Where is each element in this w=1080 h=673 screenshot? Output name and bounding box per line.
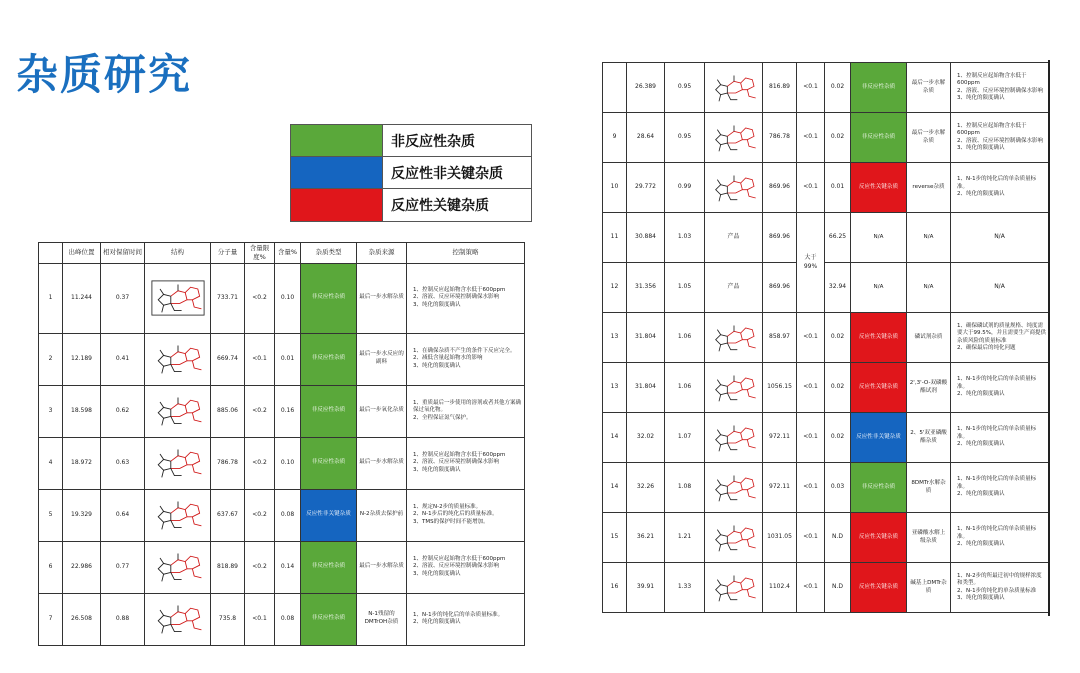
content-value: N.D: [825, 563, 851, 613]
impurity-type: 反应性关键杂质: [851, 363, 907, 413]
legend-swatch-blue: [291, 157, 383, 188]
impurity-type: 非反应性杂质: [851, 463, 907, 513]
impurity-source: 碱基上DMTr杂质: [907, 563, 951, 613]
row-number: 7: [39, 593, 63, 645]
control-strategy: [951, 313, 1049, 363]
content-value: 0.03: [825, 463, 851, 513]
strategy-line: 2、全程保证氮气保护。: [413, 414, 472, 421]
impurity-type: 反应性非关键杂质: [851, 413, 907, 463]
strategy-line: 2、纯化的限度确认: [957, 391, 1005, 398]
content-value: 0.01: [275, 333, 301, 385]
row-number: [603, 63, 627, 113]
row-number: 14: [603, 413, 627, 463]
retention-time: 39.91: [627, 563, 665, 613]
control-strategy: [951, 563, 1049, 613]
content-value: 0.02: [825, 113, 851, 163]
relative-retention-time: 0.41: [101, 333, 145, 385]
strategy-line: 3、纯化的限度确认: [413, 466, 461, 473]
table-row: [39, 263, 525, 333]
molecule-structure-icon: [709, 71, 759, 105]
strategy-line: 1、N-2步的所最迁初中的规样浓度和类型。: [957, 572, 1042, 587]
relative-retention-time: 1.33: [665, 563, 705, 613]
table-row: [603, 213, 1049, 263]
impurity-source: N-2杂质去保护前: [357, 489, 407, 541]
impurity-source: 最后一步水解杂质: [357, 263, 407, 333]
content-limit: <0.2: [245, 385, 275, 437]
strategy-line: 2、溶液、反应环境控制确保水影响: [957, 137, 1044, 144]
retention-time: 30.884: [627, 213, 665, 263]
legend-row: [291, 189, 531, 221]
strategy-line: 2、溶液、反应环境控制确保水影响: [413, 459, 500, 466]
impurity-type: 反应性关键杂质: [851, 163, 907, 213]
structure-cell: 产品: [705, 213, 763, 263]
table-row: [603, 163, 1049, 213]
strategy-line: 2、溶液、反应环境控制确保水影响: [957, 87, 1044, 94]
legend-label: 非反应性杂质: [391, 133, 475, 150]
retention-time: 19.329: [63, 489, 101, 541]
row-number: 10: [603, 163, 627, 213]
retention-time: 32.02: [627, 413, 665, 463]
relative-retention-time: 0.63: [101, 437, 145, 489]
strategy-line: 3、TMS的保护时间不能增加。: [413, 518, 489, 525]
impurity-type: N/A: [851, 213, 907, 263]
column-header: 含量%: [275, 243, 301, 264]
table-row: [603, 413, 1049, 463]
control-strategy: [951, 163, 1049, 213]
column-header: 控制策略: [407, 243, 525, 264]
impurity-type: 非反应性杂质: [301, 263, 357, 333]
impurity-source: N-1残留的DMTrOH杂质: [357, 593, 407, 645]
control-strategy: [407, 593, 525, 645]
content-limit: <0.1: [797, 513, 825, 563]
impurity-type: 反应性关键杂质: [851, 513, 907, 563]
relative-retention-time: 0.95: [665, 63, 705, 113]
strategy-line: N/A: [994, 233, 1005, 241]
control-strategy: [951, 513, 1049, 563]
molecular-weight: 786.78: [763, 113, 797, 163]
impurity-type: 非反应性杂质: [851, 63, 907, 113]
table-row: [39, 385, 525, 437]
retention-time: 26.389: [627, 63, 665, 113]
impurity-type: 非反应性杂质: [851, 113, 907, 163]
strategy-line: 3、纯化的限度确认: [957, 594, 1005, 601]
content-limit: <0.2: [245, 489, 275, 541]
content-value: 0.14: [275, 541, 301, 593]
relative-retention-time: 1.21: [665, 513, 705, 563]
legend-label: 反应性非关键杂质: [391, 165, 503, 182]
molecule-structure-icon: [151, 392, 205, 430]
structure-cell: [145, 489, 211, 541]
divider: [1048, 60, 1050, 616]
relative-retention-time: 0.37: [101, 263, 145, 333]
structure-cell: [145, 541, 211, 593]
table-row: [39, 437, 525, 489]
structure-cell: [705, 163, 763, 213]
impurity-type: 非反应性杂质: [301, 437, 357, 489]
retention-time: 18.598: [63, 385, 101, 437]
table-row: [603, 563, 1049, 613]
molecule-structure-icon: [151, 548, 205, 586]
retention-time: 22.986: [63, 541, 101, 593]
impurity-type: 反应性关键杂质: [851, 563, 907, 613]
content-limit: <0.1: [797, 363, 825, 413]
impurity-source: reverse杂质: [907, 163, 951, 213]
structure-cell: 产品: [705, 263, 763, 313]
retention-time: 18.972: [63, 437, 101, 489]
content-limit: <0.1: [797, 313, 825, 363]
control-strategy: [951, 413, 1049, 463]
relative-retention-time: 0.64: [101, 489, 145, 541]
content-value: 0.08: [275, 593, 301, 645]
relative-retention-time: 0.77: [101, 541, 145, 593]
retention-time: 26.508: [63, 593, 101, 645]
control-strategy: [407, 541, 525, 593]
legend-row: [291, 157, 531, 189]
strategy-line: 1、控制反应起始物含水低于600ppm: [957, 72, 1027, 87]
retention-time: 11.244: [63, 263, 101, 333]
molecule-structure-icon: [709, 121, 759, 155]
impurity-source: 2',3'-O-双磷酸酯试剂: [907, 363, 951, 413]
retention-time: 29.772: [627, 163, 665, 213]
content-value: N.D: [825, 513, 851, 563]
strategy-line: 3、纯化的限度确认: [413, 362, 461, 369]
strategy-line: 2、N-1步的纯化的单杂质量标准: [957, 587, 1037, 594]
relative-retention-time: 0.88: [101, 593, 145, 645]
table-row: [603, 313, 1049, 363]
strategy-line: N/A: [994, 283, 1005, 291]
impurity-type: N/A: [851, 263, 907, 313]
retention-time: 31.804: [627, 313, 665, 363]
structure-cell: [705, 313, 763, 363]
relative-retention-time: 1.06: [665, 313, 705, 363]
relative-retention-time: 1.06: [665, 363, 705, 413]
row-number: 13: [603, 313, 627, 363]
molecular-weight: 637.67: [211, 489, 245, 541]
structure-cell: [145, 333, 211, 385]
molecular-weight: 733.71: [211, 263, 245, 333]
molecular-weight: 786.78: [211, 437, 245, 489]
strategy-line: 3、纯化的限度确认: [413, 301, 461, 308]
strategy-line: 1、控制反应起始物含水低于600ppm: [957, 122, 1027, 137]
relative-retention-time: 1.07: [665, 413, 705, 463]
molecule-structure-icon: [151, 340, 205, 378]
content-value: 0.08: [275, 489, 301, 541]
row-number: 15: [603, 513, 627, 563]
molecular-weight: 972.11: [763, 413, 797, 463]
strategy-line: 1、N-1步的纯化后的单杂质量标准。: [413, 611, 504, 618]
strategy-line: 2、溶液、反应环境控制确保水影响: [413, 563, 500, 570]
impurity-table-right: [602, 62, 1049, 613]
row-number: 14: [603, 463, 627, 513]
molecule-structure-icon: [709, 571, 759, 605]
content-value: 0.10: [275, 263, 301, 333]
control-strategy: [951, 213, 1049, 263]
retention-time: 28.64: [627, 113, 665, 163]
content-limit: <0.1: [797, 463, 825, 513]
content-value: 0.02: [825, 313, 851, 363]
strategy-line: 2、纯化的限度确认: [413, 619, 461, 626]
molecular-weight: 669.74: [211, 333, 245, 385]
retention-time: 31.804: [627, 363, 665, 413]
impurity-source: 亚磷酸水解上级杂质: [907, 513, 951, 563]
row-number: 4: [39, 437, 63, 489]
content-value: 0.02: [825, 363, 851, 413]
strategy-line: 1、控制反应起始物含水低于600ppm: [413, 555, 506, 562]
impurity-source: 2、5'双亚磷酸酯杂质: [907, 413, 951, 463]
strategy-line: 1、N-1步的纯化后的单杂质量标准。: [957, 476, 1037, 490]
row-number: 12: [603, 263, 627, 313]
retention-time: 36.21: [627, 513, 665, 563]
column-header: 含量限度%: [245, 243, 275, 264]
molecular-weight: 869.96: [763, 163, 797, 213]
structure-cell: [705, 363, 763, 413]
retention-time: 31.356: [627, 263, 665, 313]
table-row: [603, 263, 1049, 313]
table-row: [603, 63, 1049, 113]
control-strategy: [951, 463, 1049, 513]
impurity-source: 最后一步水解杂质: [357, 437, 407, 489]
strategy-line: 1、规定N-2步的质量标准。: [413, 503, 482, 510]
content-value: 0.16: [275, 385, 301, 437]
strategy-line: 3、纯化的限度确认: [957, 144, 1005, 151]
row-number: 16: [603, 563, 627, 613]
row-number: 5: [39, 489, 63, 541]
column-header: 相对保留时间: [101, 243, 145, 264]
row-number: 3: [39, 385, 63, 437]
row-number: 6: [39, 541, 63, 593]
impurity-source: N/A: [907, 213, 951, 263]
molecule-structure-icon: [709, 371, 759, 405]
content-limit: <0.1: [245, 593, 275, 645]
strategy-line: 1、重质最后一步使用的溶剂或者其他方案确保过氧化物。: [413, 399, 522, 414]
molecule-structure-icon: [709, 421, 759, 455]
table-row: [603, 113, 1049, 163]
structure-cell: [705, 413, 763, 463]
impurity-source: 最后一步氧化杂质: [357, 385, 407, 437]
structure-cell: [705, 113, 763, 163]
table-row: [39, 489, 525, 541]
strategy-line: 1、N-1步的纯化后的单杂质量标准。: [957, 176, 1037, 190]
table-row: [39, 541, 525, 593]
retention-time: 32.26: [627, 463, 665, 513]
row-number: 1: [39, 263, 63, 333]
structure-cell: [705, 513, 763, 563]
strategy-line: 2、纯化的限度确认: [957, 191, 1005, 198]
strategy-line: 1、控制反应起始物含水低于600ppm: [413, 286, 506, 293]
molecular-weight: 1031.05: [763, 513, 797, 563]
strategy-line: 2、纯化的限度确认: [957, 541, 1005, 548]
impurity-source: 最后一步水解杂质: [907, 113, 951, 163]
strategy-line: 2、纯化的限度确认: [957, 441, 1005, 448]
content-limit: <0.1: [245, 333, 275, 385]
structure-cell: [705, 563, 763, 613]
structure-cell: [145, 437, 211, 489]
strategy-line: 3、纯化的限度确认: [957, 94, 1005, 101]
control-strategy: [407, 263, 525, 333]
impurity-type: 非反应性杂质: [301, 385, 357, 437]
content-value: 0.01: [825, 163, 851, 213]
impurity-source: 最后一步水解杂质: [907, 63, 951, 113]
impurity-type: 反应性关键杂质: [851, 313, 907, 363]
column-header: [39, 243, 63, 264]
strategy-line: 2、减低含量起始物水的影响: [413, 355, 483, 362]
table-row: [39, 333, 525, 385]
content-value: 0.10: [275, 437, 301, 489]
structure-cell: [705, 463, 763, 513]
legend-swatch-green: [291, 125, 383, 156]
structure-cell: [145, 385, 211, 437]
control-strategy: [407, 437, 525, 489]
strategy-line: 1、在确保杂质不产生的条件下反应完全。: [413, 347, 516, 354]
legend: [290, 124, 532, 222]
table-row: [603, 463, 1049, 513]
column-header: 杂质类型: [301, 243, 357, 264]
table-row: [39, 593, 525, 645]
molecular-weight: 1102.4: [763, 563, 797, 613]
content-limit: <0.1: [797, 113, 825, 163]
content-value: 66.25: [825, 213, 851, 263]
impurity-type: 反应性非关键杂质: [301, 489, 357, 541]
row-number: 2: [39, 333, 63, 385]
strategy-line: 2、N-1步后的纯化后的质量标准。: [413, 511, 498, 518]
molecular-weight: 869.96: [763, 213, 797, 263]
control-strategy: [951, 113, 1049, 163]
impurity-type: 非反应性杂质: [301, 541, 357, 593]
content-limit: <0.1: [797, 413, 825, 463]
control-strategy: [407, 385, 525, 437]
column-header: 结构: [145, 243, 211, 264]
content-limit: <0.1: [797, 63, 825, 113]
impurity-source: 磷试剂杂质: [907, 313, 951, 363]
content-limit: <0.2: [245, 263, 275, 333]
structure-cell: [705, 63, 763, 113]
row-number: 13: [603, 363, 627, 413]
content-value: 0.02: [825, 63, 851, 113]
relative-retention-time: 0.62: [101, 385, 145, 437]
structure-cell: [145, 263, 211, 333]
molecular-weight: 869.96: [763, 263, 797, 313]
impurity-type: 非反应性杂质: [301, 593, 357, 645]
molecule-structure-icon: [709, 521, 759, 555]
relative-retention-time: 1.05: [665, 263, 705, 313]
content-limit: <0.2: [245, 541, 275, 593]
molecule-structure-icon: [151, 496, 205, 534]
molecule-structure-icon: [709, 321, 759, 355]
molecule-structure-icon: [151, 444, 205, 482]
legend-swatch-red: [291, 189, 383, 221]
strategy-line: 2、溶液、反应环境控制确保水影响: [413, 294, 500, 301]
control-strategy: [951, 363, 1049, 413]
content-limit: <0.2: [245, 437, 275, 489]
molecular-weight: 1056.15: [763, 363, 797, 413]
molecule-structure-icon: [151, 600, 205, 638]
strategy-line: 2、确保最后的纯化问题: [957, 344, 1016, 351]
molecular-weight: 885.06: [211, 385, 245, 437]
strategy-line: 1、N-1步的纯化后的单杂质量标准。: [957, 426, 1037, 440]
impurity-type: 非反应性杂质: [301, 333, 357, 385]
content-limit: <0.1: [797, 163, 825, 213]
structure-cell: [145, 593, 211, 645]
strategy-line: 3、纯化的限度确认: [413, 570, 461, 577]
molecule-structure-icon: [709, 471, 759, 505]
row-number: 11: [603, 213, 627, 263]
impurity-source: 最后一步水解杂质: [357, 541, 407, 593]
impurity-source: 8DMTr水解杂质: [907, 463, 951, 513]
strategy-line: 1、确保磷试剂的质量规格、纯度需要大于99.5%，并且需要生产商提供杂质风险的质量标准: [957, 322, 1046, 344]
strategy-line: 1、N-1步的纯化后的单杂质量标准。: [957, 526, 1037, 540]
strategy-line: 2、纯化的限度确认: [957, 491, 1005, 498]
control-strategy: [407, 333, 525, 385]
relative-retention-time: 0.99: [665, 163, 705, 213]
impurity-source: 最后一步水反应的副料: [357, 333, 407, 385]
table-row: [603, 363, 1049, 413]
table-header-row: [39, 243, 525, 264]
content-value: 0.02: [825, 413, 851, 463]
molecular-weight: 858.97: [763, 313, 797, 363]
column-header: 杂质来源: [357, 243, 407, 264]
strategy-line: 1、N-1步的纯化后的单杂质量标准。: [957, 376, 1037, 390]
control-strategy: [951, 263, 1049, 313]
row-number: 9: [603, 113, 627, 163]
page-title: 杂质研究: [16, 50, 193, 99]
strategy-line: 1、控制反应起始物含水低于600ppm: [413, 451, 506, 458]
retention-time: 12.189: [63, 333, 101, 385]
molecular-weight: 972.11: [763, 463, 797, 513]
relative-retention-time: 0.95: [665, 113, 705, 163]
column-header: 分子量: [211, 243, 245, 264]
relative-retention-time: 1.08: [665, 463, 705, 513]
content-value: 32.94: [825, 263, 851, 313]
molecule-structure-icon: [709, 171, 759, 205]
molecule-structure-icon: [151, 279, 205, 317]
molecular-weight: 818.89: [211, 541, 245, 593]
content-limit: <0.1: [797, 563, 825, 613]
content-limit: 大于99%: [797, 213, 825, 313]
table-row: [603, 513, 1049, 563]
impurity-table-left: [38, 242, 525, 646]
molecular-weight: 816.89: [763, 63, 797, 113]
legend-label: 反应性关键杂质: [391, 198, 489, 214]
molecular-weight: 735.8: [211, 593, 245, 645]
legend-row: [291, 125, 531, 157]
control-strategy: [407, 489, 525, 541]
column-header: 出峰位置: [63, 243, 101, 264]
control-strategy: [951, 63, 1049, 113]
relative-retention-time: 1.03: [665, 213, 705, 263]
impurity-source: N/A: [907, 263, 951, 313]
